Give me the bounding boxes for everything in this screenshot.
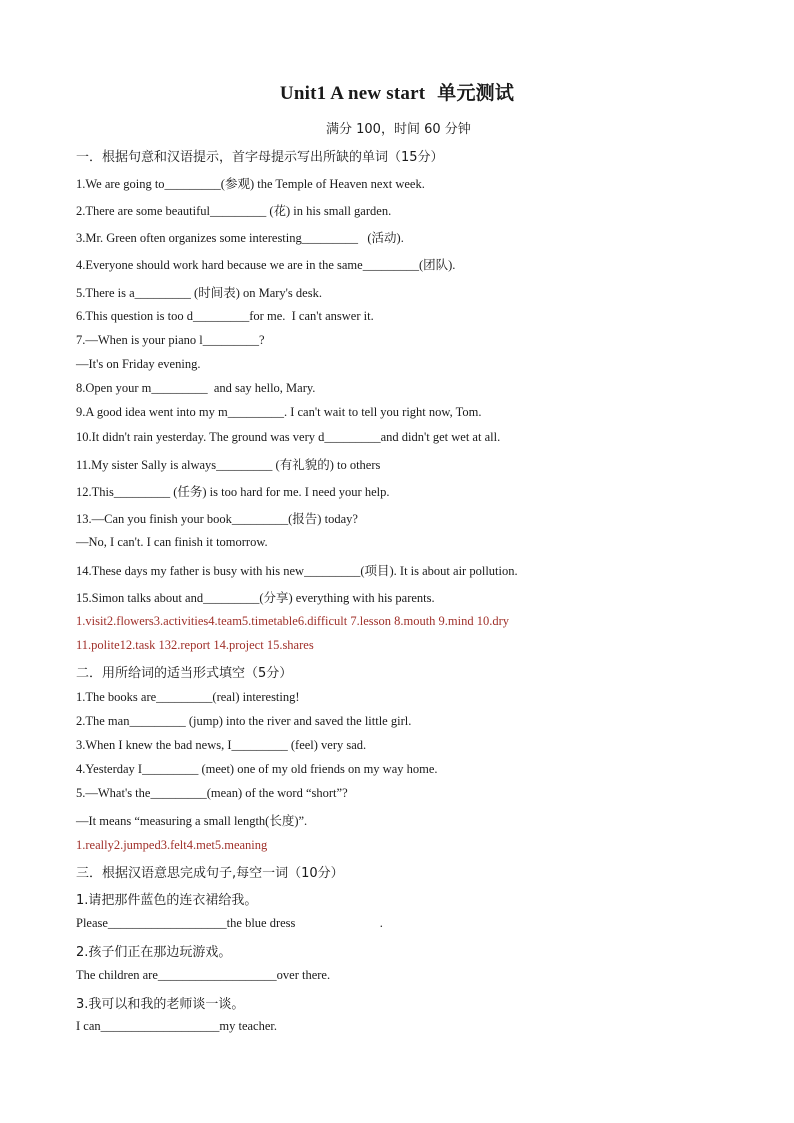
question-line: 15.Simon talks about and_________(分享) everything with his parents. xyxy=(76,591,435,605)
title-english: Unit1 A new start xyxy=(279,83,426,104)
page-title xyxy=(0,78,794,105)
prompt-chinese: 1.请把那件蓝色的连衣裙给我。 xyxy=(76,893,258,908)
answer-key-line: 11.polite12.task 132.report 14.project 15.shares xyxy=(76,638,314,652)
section-heading-3: 三．根据汉语意思完成句子,每空一词（10分） xyxy=(76,866,344,881)
question-line: 11.My sister Sally is always_________ (有礼貌的) to others xyxy=(76,458,381,472)
section-heading-2: 二．用所给词的适当形式填空（5分） xyxy=(76,666,293,681)
question-line: 9.A good idea went into my m_________. I can't wait to tell you right now, Tom. xyxy=(76,405,482,419)
question-line: 5.There is a_________ (时间表) on Mary's desk. xyxy=(76,286,322,300)
question-line: —It's on Friday evening. xyxy=(76,357,201,371)
question-line: The children are___________________over there. xyxy=(76,968,331,982)
question-line: —It means “measuring a small length(长度)”. xyxy=(76,814,308,828)
question-line: —No, I can't. I can finish it tomorrow. xyxy=(76,535,268,549)
question-line: 14.These days my father is busy with his new_________(项目). It is about air pollution. xyxy=(76,564,518,578)
question-line: 10.It didn't rain yesterday. The ground was very d_________and didn't get wet at all. xyxy=(76,430,501,444)
question-line: 2.There are some beautiful_________ (花) in his small garden. xyxy=(76,204,392,218)
question-line: 3.When I knew the bad news, I_________ (feel) very sad. xyxy=(76,738,367,752)
question-line: 5.—What's the_________(mean) of the word “short”? xyxy=(76,786,348,800)
answer-key-line: 1.visit2.flowers3.activities4.team5.timetable6.difficult 7.lesson 8.mouth 9.mind 10.dry xyxy=(76,614,510,628)
answer-key-line: 1.really2.jumped3.felt4.met5.meaning xyxy=(76,838,268,852)
question-line: 13.—Can you finish your book_________(报告) today? xyxy=(76,512,358,526)
question-line: 4.Yesterday I_________ (meet) one of my old friends on my way home. xyxy=(76,762,438,776)
question-line: 6.This question is too d_________for me. I can't answer it. xyxy=(76,309,374,323)
prompt-chinese: 2.孩子们正在那边玩游戏。 xyxy=(76,945,232,960)
question-line: 4.Everyone should work hard because we are in the same_________(团队). xyxy=(76,258,456,272)
question-line: 3.Mr. Green often organizes some interesting_________ (活动). xyxy=(76,231,404,245)
question-line: 7.—When is your piano l_________? xyxy=(76,333,265,347)
question-line: 2.The man_________ (jump) into the river and saved the little girl. xyxy=(76,714,412,728)
question-line: Please___________________the blue dress . xyxy=(76,916,383,930)
title-chinese: 单元测试 xyxy=(437,82,515,104)
question-line: I can___________________my teacher. xyxy=(76,1019,277,1033)
section-heading-1: 一．根据句意和汉语提示，首字母提示写出所缺的单词（15分） xyxy=(76,150,444,165)
question-line: 8.Open your m_________ and say hello, Mary. xyxy=(76,381,316,395)
score-time-info: 满分 100，时间 60 分钟 xyxy=(326,122,471,137)
question-line: 1.The books are_________(real) interesting! xyxy=(76,690,300,704)
question-line: 1.We are going to_________(参观) the Temple of Heaven next week. xyxy=(76,177,425,191)
prompt-chinese: 3.我可以和我的老师谈一谈。 xyxy=(76,997,245,1012)
question-line: 12.This_________ (任务) is too hard for me. I need your help. xyxy=(76,485,390,499)
